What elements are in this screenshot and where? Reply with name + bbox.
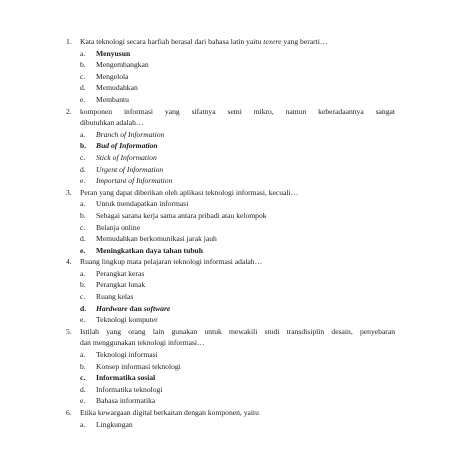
option-4b: b. Perangkat lunak: [80, 280, 146, 290]
answer-highlight: Bud of Information: [96, 141, 158, 151]
option-5d: d. Informatika teknologi: [80, 384, 163, 394]
question-4: [66, 256, 395, 268]
option-3a: a. Untuk mendapatkan informasi: [80, 199, 189, 209]
question-number: 1.: [66, 37, 72, 46]
answer-highlight: Informatika sosial: [96, 373, 156, 383]
question-text: Ruang lingkup mata pelajaran teknologi informasi adalah…: [80, 257, 263, 267]
latin-term: texere: [263, 37, 282, 46]
option-3b: b. Sebagai sarana kerja sama antara pribadi atau kelompok: [80, 210, 267, 220]
question-1: [66, 36, 395, 48]
question-6: [66, 407, 395, 419]
option-2e: e. Important of Information: [80, 176, 173, 186]
option-4c: c. Ruang kelas: [80, 292, 134, 302]
option-2c: c. Stick of Information: [80, 152, 157, 162]
answer-highlight: Meningkatkan daya tahan tubuh: [96, 245, 203, 255]
question-text: komponen informasi yang sifatnya semi mikro, namun keberadaannya sangat: [80, 106, 395, 116]
answer-highlight: Menyusun: [96, 48, 131, 58]
question-text: Kata teknologi secara harfiah berasal dari bahasa latin yaitu texere yang berarti…: [80, 37, 328, 46]
option-5c: c. Informatika sosial: [66, 372, 395, 384]
option-2d: d. Urgent of Information: [80, 164, 164, 174]
question-5-continued: dan menggunakan teknologi informasi…: [80, 338, 205, 348]
option-5a: a. Teknologi informasi: [80, 350, 158, 360]
question-text: Istilah yang orang lain gunakan untuk mewakili studi transdisiplin desain, penyebaran: [80, 326, 395, 336]
option-4a: a. Perangkat keras: [80, 268, 145, 278]
option-6a: a. Lingkungan: [80, 419, 133, 429]
question-3: [66, 187, 395, 199]
question-number: 5.: [66, 326, 72, 336]
answer-highlight: Hardware dan software: [96, 303, 171, 313]
option-5e: e. Bahasa informatika: [80, 396, 156, 406]
question-5: [66, 326, 395, 338]
option-4d: d. Hardware dan software: [66, 303, 395, 315]
question-2-continued: dibutuhkan adalah…: [80, 118, 144, 128]
option-5b: b. Konsep informasi teknologi: [80, 361, 181, 371]
option-1b: b. Mengembangkan: [80, 60, 149, 70]
question-number: 3.: [66, 187, 72, 197]
question-number: 4.: [66, 257, 72, 267]
option-3d: d. Memudahkan berkomunikasi jarak jauh: [80, 234, 217, 244]
option-1e: e. Membantu: [80, 94, 129, 104]
option-4e: e. Teknologi komputer: [80, 315, 158, 325]
option-3c: c. Belanja online: [80, 222, 141, 232]
option-1d: d. Memudahkan: [80, 83, 138, 93]
option-1c: c. Mengelola: [80, 71, 129, 81]
option-2b: b. Bud of Information: [66, 140, 395, 152]
question-text: Peran yang dapat diberikan oleh aplikasi teknologi informasi, kecuali…: [80, 187, 299, 197]
option-3e: e. Meningkatkan daya tahan tubuh: [66, 245, 395, 257]
question-number: 6.: [66, 408, 72, 417]
option-2a: a. Branch of Information: [80, 129, 165, 139]
question-2: [66, 106, 395, 118]
question-text: Etika kewargaan digital berkaitan dengan komponen, yaitu: [80, 408, 259, 417]
question-number: 2.: [66, 106, 72, 116]
option-1a: a. Menyusun: [66, 48, 395, 60]
